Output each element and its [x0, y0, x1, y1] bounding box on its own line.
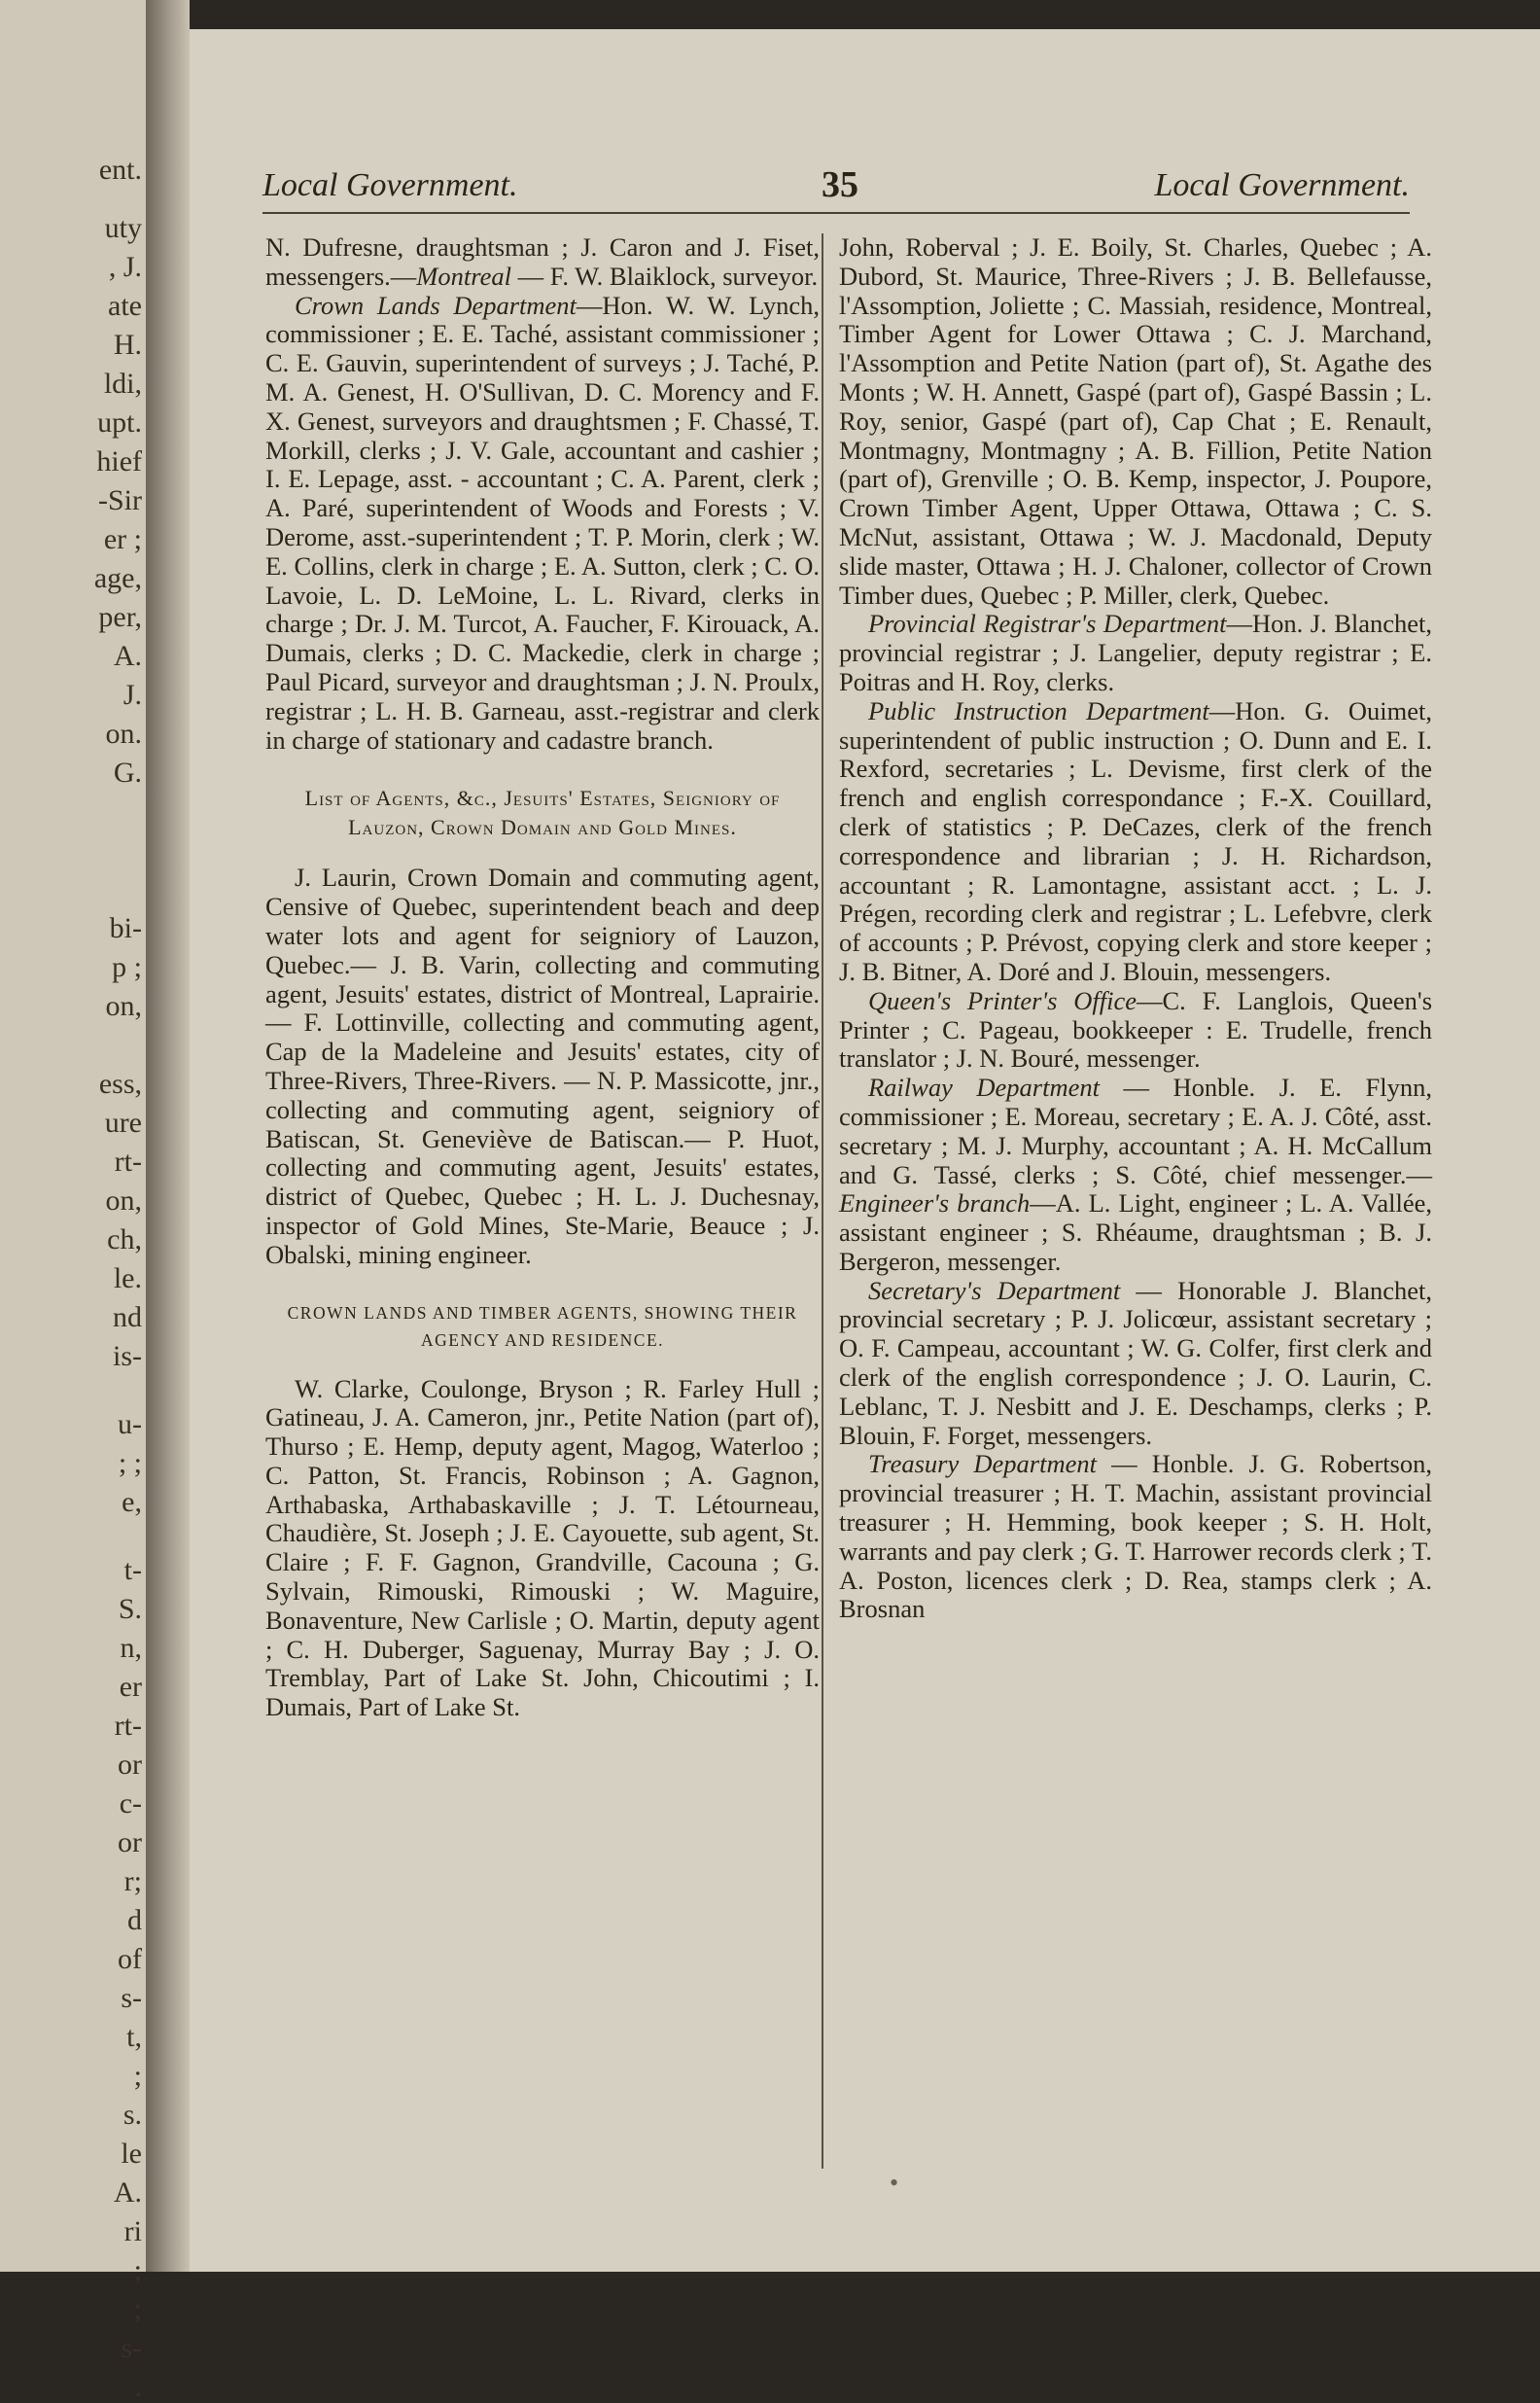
facing-page-fragment: A. — [113, 2176, 142, 2209]
facing-page-fragment: ess, — [98, 1068, 142, 1100]
facing-page-fragment: uty — [104, 212, 142, 244]
printer-heading: Queen's Printer's Office — [868, 985, 1137, 1015]
facing-page-fragment: ; ; — [118, 1447, 142, 1479]
facing-page-edge — [0, 0, 146, 2403]
treasury-heading: Treasury Department — [868, 1449, 1097, 1479]
facing-page-fragment: or — [118, 1749, 142, 1781]
facing-page-fragment: G. — [113, 757, 142, 789]
facing-page-fragment: -Sir — [98, 484, 142, 516]
facing-page-fragment: s. — [122, 2099, 142, 2131]
timber-section-title: CROWN LANDS AND TIMBER AGENTS, SHOWING THEIR AGENCY AND RESIDENCE. — [287, 1302, 798, 1350]
montreal-continuation: N. Dufresne, draughtsman ; J. Caron and J. Fiset, messengers.—Montreal — F. W. Blaiklock, surveyor. — [265, 232, 820, 291]
facing-page-fragment: c- — [119, 1787, 142, 1820]
facing-page-fragment: or — [118, 1826, 142, 1858]
facing-page-fragment: ; — [133, 2293, 142, 2325]
facing-page-fragment: s- — [121, 1982, 142, 2014]
facing-page-fragment: r; — [123, 1865, 142, 1897]
railway-entry: Railway Department — Honble. J. E. Flynn, commissioner ; E. Moreau, secretary ; E. A. J. Côté, asst. secretary ; M. J. Murphy, accountant ; A. H. McCallum and G. Tassé, clerks ; S. Côté, chief messenger.—Engineer's branch—A. L. Light, engineer ; L. A. Vallée, assistant engineer ; S. Rhéaume, draughtsman ; B. J. Bergeron, messenger. — [839, 1073, 1432, 1276]
instruction-entry: Public Instruction Department—Hon. G. Ouimet, superintendent of public instruction ; O. Dunn and E. I. Rexford, secretaries ; L. Devisme, first clerk of the french and english correspondance ; F.-X. Couillard, clerk of statistics ; P. DeCazes, clerk of the french correspondence and librarian ; J. H. Richardson, accountant ; R. Lamontagne, assistant acct. ; L. J. Prégen, recording clerk and registrar ; L. Lefebvre, clerk of accounts ; P. Prévost, copying clerk and store keeper ; J. B. Bitner, A. Doré and J. Blouin, messengers. — [839, 695, 1433, 986]
facing-page-fragment: u- — [118, 1408, 142, 1440]
facing-page-fragment: J. — [122, 679, 142, 711]
facing-page-fragment: nd — [113, 1301, 142, 1333]
facing-page-fragment: s- — [121, 2332, 142, 2364]
registrar-heading: Provincial Registrar's Department — [868, 609, 1227, 639]
facing-page-fragment: ; — [133, 2060, 142, 2092]
treasury-entry: Treasury Department — Honble. J. G. Robertson, provincial treasurer ; H. T. Machin, assistant provincial treasurer ; H. Hemming, book keeper ; S. H. Holt, warrants and pay clerk ; G. T. Harrower records clerk ; T. A. Poston, licences clerk ; D. Rea, stamps clerk ; A. Brosnan — [839, 1449, 1432, 1624]
facing-page-fragment: bi- — [109, 912, 142, 944]
printer-entry: Queen's Printer's Office—C. F. Langlois, Queen's Printer ; C. Pageau, bookkeeper : E. Trudelle, french translator ; J. N. Bouré, messenger. — [839, 985, 1433, 1074]
agents-section-title: List of Agents, &c., Jesuits' Estates, Seigniory of Lauzon, Crown Domain and Gold Mines. — [304, 786, 781, 840]
facing-page-fragment: t- — [123, 1554, 142, 1586]
facing-page-fragment: rt- — [114, 1146, 142, 1178]
header-right-title: Local Government. — [1154, 167, 1410, 203]
column-divider — [822, 233, 823, 2169]
facing-page-fragment: S. — [118, 1593, 142, 1625]
book-gutter — [146, 0, 190, 2272]
facing-page-fragment: rt- — [114, 1710, 142, 1742]
header-left-title: Local Government. — [262, 167, 518, 203]
facing-page-fragment: n, — [120, 1632, 142, 1664]
registrar-entry: Provincial Registrar's Department—Hon. J. Blanchet, provincial registrar ; J. Langelier, deputy registrar ; E. Poitras and H. Roy, clerks. — [839, 609, 1433, 696]
facing-page-fragment: ; — [133, 2254, 142, 2286]
facing-page-fragment: per, — [98, 601, 142, 633]
facing-page-fragment: . — [134, 2371, 142, 2403]
crown-lands-entry: Crown Lands Department—Hon. W. W. Lynch, commissioner ; E. E. Taché, assistant commissioner ; C. E. Gauvin, superintendent of surveys ; J. Taché, P. M. A. Genest, H. O'Sullivan, D. C. Morency and F. X. Genest, surveyors and draughtsmen ; F. Chassé, T. Morkill, clerks ; J. V. Gale, accountant and cashier ; I. E. Lepage, asst. - accountant ; C. A. Parent, clerk ; A. Paré, superintendent of Woods and Forests ; V. Derome, asst.-superintendent ; T. P. Morin, clerk ; W. E. Collins, clerk in charge ; E. A. Sutton, clerk ; C. O. Lavoie, L. D. LeMoine, L. L. Rivard, clerks in charge ; Dr. J. M. Turcot, A. Faucher, F. Kirouack, A. Dumais, clerks ; D. C. Mackedie, clerk in charge ; Paul Picard, surveyor and draughtsman ; J. N. Proulx, registrar ; L. H. B. Garneau, asst.-registrar and clerk in charge of stationary and cadastre branch. — [265, 290, 820, 755]
timber-agents-continuation: John, Roberval ; J. E. Boily, St. Charles, Quebec ; A. Dubord, St. Maurice, Three-Rivers ; J. B. Bellefausse, l'Assomption, Joliette ; C. Massiah, residence, Montreal, Timber Agent for Lower Ottawa ; C. J. Marchand, l'Assomption and Petite Nation (part of), St. Agathe des Monts ; W. H. Annett, Gaspé (part of), Gaspé Bassin ; L. Roy, senior, Gaspé (part of), Cap Chat ; E. Renault, Montmagny, Montmagny ; A. B. Fillion, Petite Nation (part of), Grenville ; O. B. Kemp, inspector, J. Poupore, Crown Timber Agent, Upper Ottawa, Ottawa ; C. S. McNut, assistant, Ottawa ; W. J. Macdonald, Deputy slide master, Ottawa ; H. J. Chaloner, collector of Crown Timber dues, Quebec ; P. Miller, clerk, Quebec. — [839, 232, 1432, 610]
crown-lands-heading: Crown Lands Department — [295, 290, 577, 320]
facing-page-fragment: on, — [105, 990, 142, 1022]
facing-page-fragment: on. — [105, 718, 142, 750]
facing-page-fragment: t, — [126, 2021, 142, 2053]
agents-entry: J. Laurin, Crown Domain and commuting agent, Censive of Quebec, superintendent beach and deep water lots and agent for seigniory of Lauzon, Quebec.— J. B. Varin, collecting and commuting agent, Jesuits' estates, district of Montreal, Laprairie. — F. Lottinville, collecting and commuting agent, Cap de la Madeleine and Jesuits' estates, city of Three-Rivers, Three-Rivers. — N. P. Massicotte, jnr., collecting and commuting agent, seigniory of Batiscan, St. Geneviève de Batiscan.— P. Huot, collecting and commuting agent, Jesuits' estates, district of Quebec, Quebec ; H. L. J. Duchesnay, inspector of Gold Mines, Ste-Marie, Beauce ; J. Obalski, mining engineer. — [265, 863, 820, 1269]
facing-page-fragment: ch, — [107, 1223, 142, 1255]
facing-page-fragment: ure — [104, 1107, 142, 1139]
facing-page-fragment: H. — [113, 329, 142, 361]
facing-page-fragment: er — [119, 1671, 142, 1703]
page — [190, 29, 1540, 2272]
facing-page-fragment: ldi, — [103, 368, 142, 400]
footer-mark: • — [890, 2169, 899, 2197]
facing-page-fragment: ri — [123, 2215, 142, 2247]
facing-page-fragment: , J. — [108, 251, 142, 283]
facing-page-fragment: age, — [93, 562, 142, 594]
railway-heading: Railway Department — [868, 1073, 1100, 1103]
timber-agents-entry: W. Clarke, Coulonge, Bryson ; R. Farley Hull ; Gatineau, J. A. Cameron, jnr., Petite Nation (part of), Thurso ; E. Hemp, deputy agent, Magog, Waterloo ; C. Patton, St. Francis, Robinson ; A. Gagnon, Arthabaska, Arthabaskaville ; J. T. Létourneau, Chaudière, St. Joseph ; J. E. Cayouette, sub agent, St. Claire ; F. F. Gagnon, Grandville, Cacouna ; G. Sylvain, Rimouski, Rimouski ; W. Maguire, Bonaventure, New Carlisle ; O. Martin, deputy agent ; C. H. Duberger, Saguenay, Murray Bay ; J. O. Tremblay, Part of Lake St. John, Chicoutimi ; I. Dumais, Part of Lake St. — [265, 1373, 820, 1722]
page-number: 35 — [822, 164, 858, 205]
running-header — [262, 163, 1410, 214]
facing-page-fragment: hief — [96, 445, 142, 477]
facing-page-fragment: le — [121, 2138, 142, 2170]
instruction-heading: Public Instruction Department — [868, 695, 1209, 725]
secretary-entry: Secretary's Department — Honorable J. Blanchet, provincial secretary ; P. J. Jolicœur, assistant secretary ; O. F. Campeau, accountant ; W. G. Colfer, first clerk and clerk of the english correspondence ; J. O. Laurin, C. Leblanc, T. J. Nesbitt and J. E. Deschamps, clerks ; P. Blouin, F. Forget, messengers. — [839, 1275, 1432, 1450]
secretary-heading: Secretary's Department — [868, 1275, 1121, 1305]
right-column — [839, 233, 1432, 1624]
facing-page-fragment: le. — [113, 1262, 142, 1294]
facing-page-fragment: d — [127, 1904, 142, 1936]
left-column — [265, 233, 820, 1722]
facing-page-fragment: upt. — [97, 406, 142, 439]
facing-page-fragment: p ; — [112, 951, 142, 983]
facing-page-fragment: er ; — [103, 523, 142, 555]
facing-page-fragment: ate — [108, 290, 142, 322]
facing-page-fragment: of — [118, 1943, 142, 1975]
facing-page-fragment: on, — [105, 1184, 142, 1217]
facing-page-fragment: is- — [113, 1340, 142, 1372]
facing-page-fragment: A. — [113, 640, 142, 672]
facing-page-fragment: e, — [122, 1486, 142, 1518]
facing-page-fragment: ent. — [98, 154, 142, 186]
